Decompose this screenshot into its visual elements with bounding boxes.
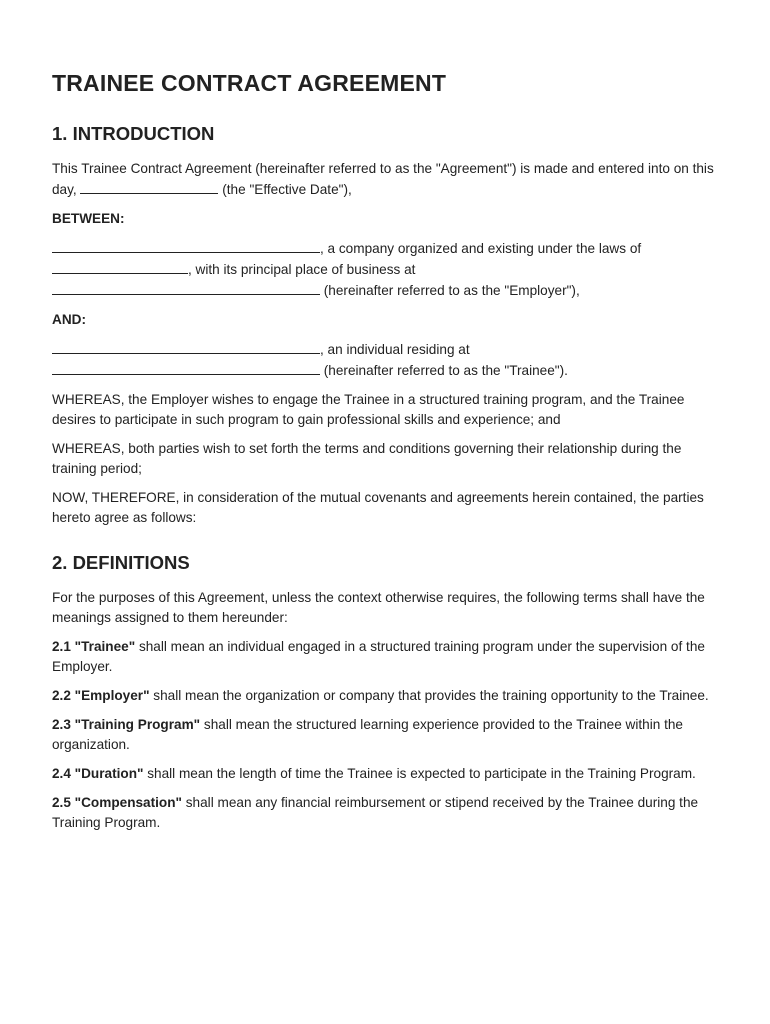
definition-term: 2.5 "Compensation" (52, 795, 182, 810)
definition-text: shall mean the length of time the Trainee is expected to participate in the Training Program. (143, 766, 696, 781)
employer-name-blank[interactable] (52, 238, 320, 253)
definition-item (52, 793, 718, 833)
definition-term: 2.4 "Duration" (52, 766, 144, 781)
employer-address-blank[interactable] (52, 280, 320, 295)
trainee-block (52, 339, 718, 381)
whereas-paragraph-1: WHEREAS, the Employer wishes to engage the Trainee in a structured training program, and the Trainee desires to participate in such program to gain professional skills and experience; and (52, 392, 685, 427)
employer-block (52, 238, 718, 301)
between-label: BETWEEN: (52, 211, 125, 226)
trainee-name-blank[interactable] (52, 339, 320, 354)
trainee-line-2: (hereinafter referred to as the "Trainee"). (320, 363, 568, 378)
trainee-line-1: , an individual residing at (320, 342, 470, 357)
section-heading-definitions: 2. DEFINITIONS (52, 552, 190, 573)
definition-text: shall mean the organization or company that provides the training opportunity to the Trainee. (149, 688, 709, 703)
intro-text-a: This Trainee Contract Agreement (hereinafter referred to as the "Agreement") is made and entered into on this day, (52, 161, 714, 197)
definitions-intro: For the purposes of this Agreement, unless the context otherwise requires, the following terms shall have the meanings assigned to them hereunder: (52, 590, 705, 625)
employer-line-2: , with its principal place of business at (188, 262, 416, 277)
now-therefore-paragraph: NOW, THEREFORE, in consideration of the mutual covenants and agreements herein contained, the parties hereto agree as follows: (52, 490, 704, 525)
whereas-paragraph-2: WHEREAS, both parties wish to set forth the terms and conditions governing their relationship during the training period; (52, 441, 682, 476)
definition-item (52, 686, 718, 706)
definition-text: shall mean any financial reimbursement or stipend received by the Trainee during the Training Program. (52, 795, 699, 830)
definition-text: shall mean the structured learning experience provided to the Trainee within the organization. (52, 717, 683, 752)
employer-line-1: , a company organized and existing under the laws of (320, 241, 642, 256)
definition-term: 2.2 "Employer" (52, 688, 150, 703)
intro-paragraph (52, 159, 718, 200)
section-heading-introduction: 1. INTRODUCTION (52, 123, 215, 144)
employer-jurisdiction-blank[interactable] (52, 259, 188, 274)
effective-date-blank[interactable] (80, 179, 218, 194)
definition-term: 2.1 "Trainee" (52, 639, 136, 654)
definition-item (52, 764, 718, 784)
trainee-address-blank[interactable] (52, 360, 320, 375)
definition-item (52, 637, 718, 677)
definition-text: shall mean an individual engaged in a structured training program under the supervision of the Employer. (52, 639, 705, 674)
and-label: AND: (52, 312, 86, 327)
definition-term: 2.3 "Training Program" (52, 717, 201, 732)
document-title: TRAINEE CONTRACT AGREEMENT (52, 70, 447, 96)
intro-text-b: (the "Effective Date"), (218, 182, 352, 197)
employer-line-3: (hereinafter referred to as the "Employer"), (320, 283, 580, 298)
definition-item (52, 715, 718, 755)
